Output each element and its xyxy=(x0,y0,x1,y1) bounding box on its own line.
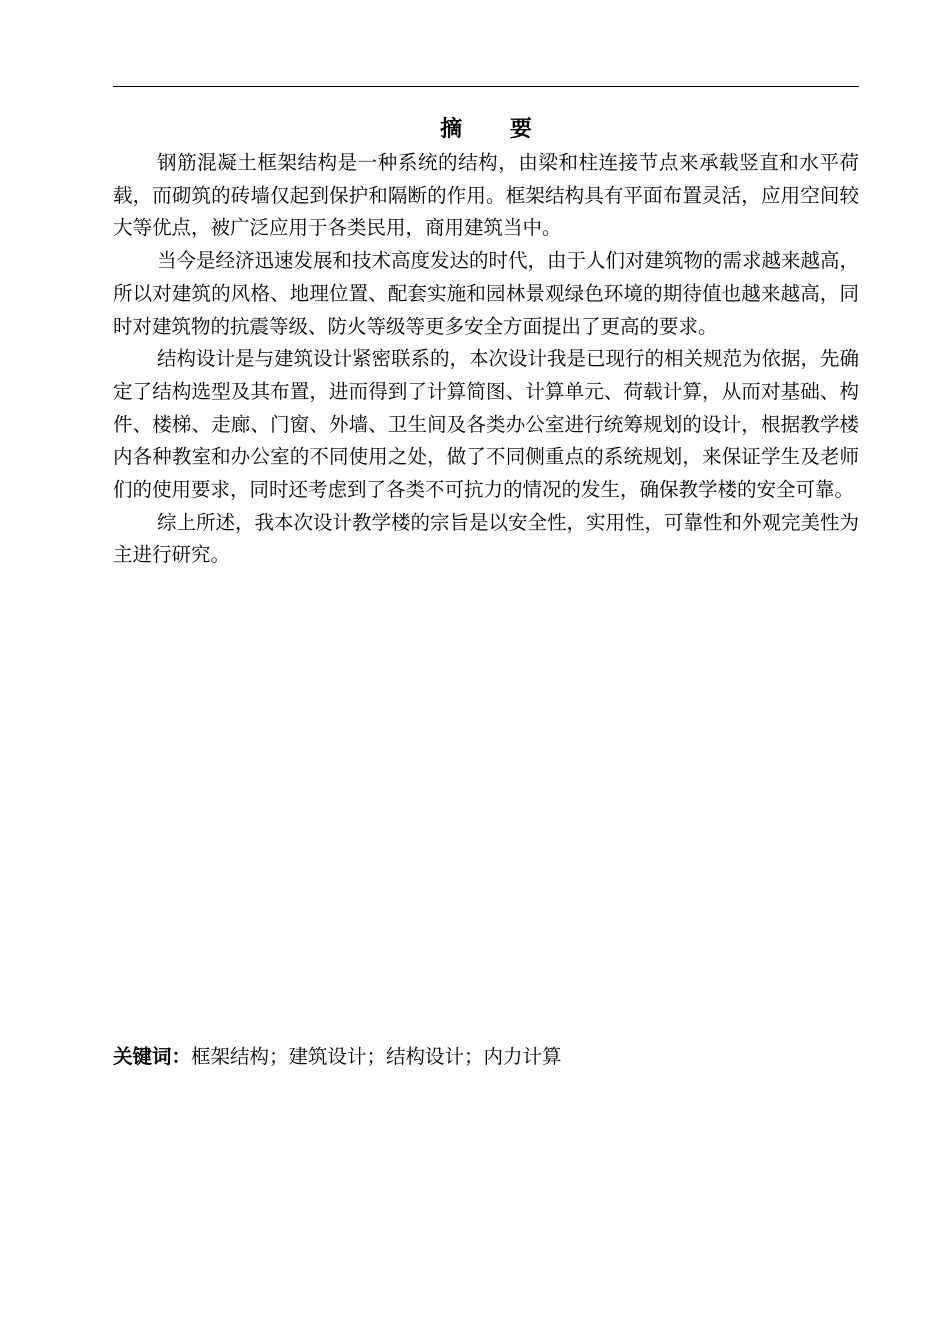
keywords-line xyxy=(113,1040,859,1074)
keywords-value: 框架结构；建筑设计；结构设计；内力计算 xyxy=(191,1045,562,1068)
abstract-paragraph-4: 综上所述，我本次设计教学楼的宗旨是以安全性，实用性，可靠性和外观完美性为主进行研究。 xyxy=(113,510,860,567)
keywords-label: 关键词： xyxy=(113,1045,192,1068)
abstract-paragraph-3: 结构设计是与建筑设计紧密联系的，本次设计我是已现行的相关规范为依据，先确定了结构选型及其布置，进而得到了计算简图、计算单元、荷载计算，从而对基础、构件、楼梯、走廊、门窗、外墙、卫生间及各类办公室进行统筹规划的设计，根据教学楼内各种教室和办公室的不同使用之处，做了不同侧重点的系统规划，来保证学生及老师们的使用要求，同时还考虑到了各类不可抗力的情况的发生，确保教学楼的安全可靠。 xyxy=(113,347,860,502)
abstract-paragraph-2: 当今是经济迅速发展和技术高度发达的时代，由于人们对建筑物的需求越来越高，所以对建筑的风格、地理位置、配套实施和园林景观绿色环境的期待值也越来越高，同时对建筑物的抗震等级、防火等级等更多安全方面提出了更高的要求。 xyxy=(113,249,860,338)
abstract-title: 摘 要 xyxy=(440,117,552,142)
abstract-paragraph-1: 钢筋混凝土框架结构是一种系统的结构，由梁和柱连接节点来承载竖直和水平荷载，而砌筑的砖墙仅起到保护和隔断的作用。框架结构具有平面布置灵活，应用空间较大等优点，被广泛应用于各类民用，商用建筑当中。 xyxy=(113,151,859,240)
abstract-body xyxy=(113,147,859,572)
header-rule xyxy=(113,86,859,87)
